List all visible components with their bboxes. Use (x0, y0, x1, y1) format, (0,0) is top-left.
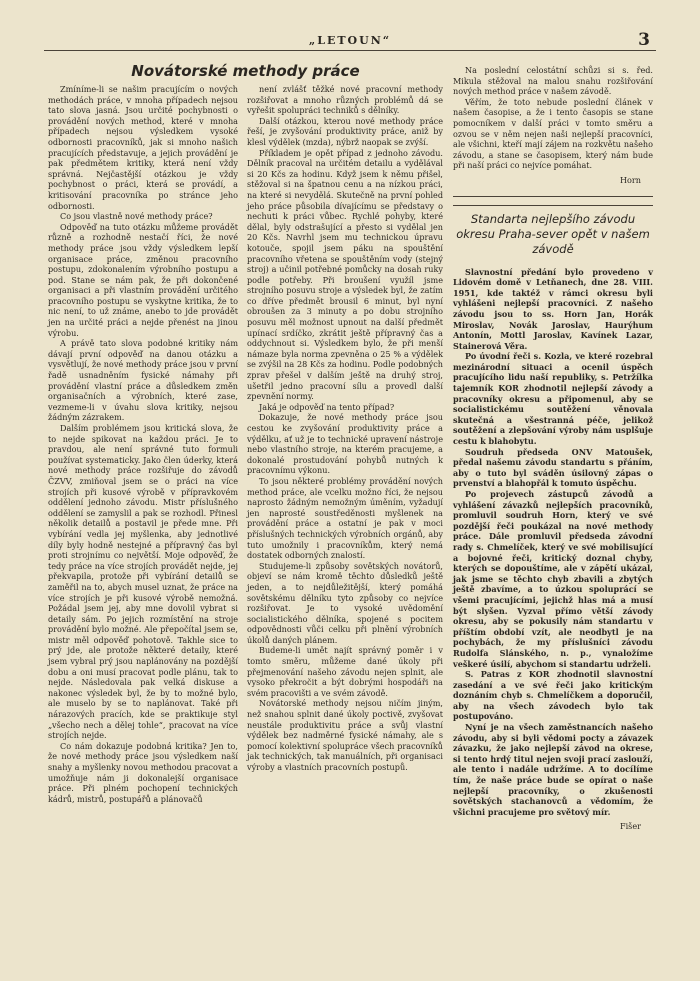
paragraph: To jsou některé problémy provádění nových method práce, ale vcelku možno říci, že nejsou naprosto žádným nemožným úměním, vyžadují jen naprosté soustředěnosti myšlenek na provádění práce a ostatní je pak v moci příslušných technických výrobních orgánů, aby tuto umožnily i pracovníkům, který nemá dostatek odborných znalostí. (247, 475, 443, 561)
paragraph: Co jsou vlastně nové methody práce? (60, 211, 213, 222)
article-title-novatorske-methody: Novátorské methody práce (131, 62, 360, 80)
paragraph: Odpověď na tuto otázku můžeme provádět různě a rozhodně nestačí říci, že nové methody práce jsou vždy výsledkem lepší organisace práce, změnou pracovního postupu, zdokonalením výrobního postupu a pod. Stane se nám pak, že při dokončené organisaci a při vlastním provádění určitého pracovního postupu se vyskytne kritika, že to nic není, to už známe, anebo to jde provádět jen na určité práci a nejde přenést na jinou výrobu. (48, 221, 238, 338)
paragraph: Studujeme-li způsoby sovětských novátorů, objeví se nám kromě těchto důsledků ještě jeden, a to nejdůležitější, který pomáhá sovětskému dělníku tyto způsoby co nejvíce rozšiřovat. Je to vysoké uvědomění socialistického dělníka, spojené s pocitem odpovědnosti vůči celku při plnění výrobních úkolů daných plánem. (247, 560, 443, 645)
header-divider (44, 50, 656, 51)
paragraph: Soudruh předseda ONV Matoušek, předal našemu závodu standartu s přáním, aby o tuto byl sváděn úsilovný zápas o prvenství a blahopřál k tomuto úspěchu. (453, 446, 653, 489)
publication-title: „LETOUN“ (308, 34, 392, 47)
article-title-standarta: Standarta nejlepšího závodu okresu Praha-sever opět v našem závodě (453, 205, 653, 257)
paragraph: Slavnostní předání bylo provedeno v Lidovém domě v Letňanech, dne 28. VIII. 1951, kde taktéž v rámci okresu byli vyhlášeni nejlepší pracovníci. Z našeho závodu jsou to ss. Horn Jan, Horák Miroslav, Novák Jaroslav, Haurýhum Antonín, Mottl Jaroslav, Kavínek Lazar, Stainerová Věra. (453, 266, 653, 351)
column-divider (453, 196, 653, 197)
paragraph: Nyní je na všech zaměstnancích našeho závodu, aby si byli vědomi pocty a závazek závazku, že jako nejlepší závod na okrese, si tento hrdý titul nejen svoji prací zaslouží, ale tento i nadále udržíme. A to docílíme tím, že naše práce bude se opírat o naše nejlepší pracovníky, o zkušenosti sovětských stachanovců a vědomím, že všichni pracujeme pro světový mír. (453, 722, 653, 817)
paragraph: Po projevech zástupců závodů a vyhlášení závazků nejlepších pracovníků, promluvil soudruh Horn, který ve své pozdější řeči poukázal na nové methody práce. Dále promluvil předseda závodní rady s. Chmelíček, který ve své mobilisující a bojovné řeči, kritický doznal chyby, kterých se dopouštíme, ale v zápětí ukázal, jak jsme se těchto chyb zbavili a zbytých ještě zbavíme, a to úzkou spoluprácí se všemi pracujícími, jejichž hlas má a musí být slyšen. Vyzval přímo větší závody okresu, aby se pokusily nám standartu v příštím období vzít, ale neodbytl je na pochybách, že my příslušníci závodu Rudolfa Slánského, n. p., vynaložíme veškeré úsilí, abychom si standartu udrželi. (453, 489, 653, 669)
paragraph: Co nám dokazuje podobná kritika? Jen to, že nové methody práce jsou výsledkem naší snahy a myšlenky novou methodou pracovat a umožňuje nám ji dokonalejší organisace práce. Při plném pochopení technických kádrů, mistrů, postupářů a plánovačů (48, 740, 238, 804)
article2-body (453, 267, 653, 818)
paragraph: není zvlášť těžké nové pracovní methody rozšiřovat a mnoho různých problémů dá se vyřešit spolupráci techniků s dělníky. (247, 84, 443, 116)
paragraph: Dalším problémem jsou kritická slova, že to nejde spikovat na každou práci. Je to pravdou, ale není správné tuto formuli používat systematicky. Jako člen úderky, která nové methody práce rozšiřuje do závodů ČZVV, zmiňoval jsem se o práci na více strojích při kusové výrobě v přípravkovém oddělení jednoho závodu. Mistr příslušného oddělení se zamyslil a pak se rozhodl. Přinesl několik detailů a postavil je přede mne. Při vybírání vedla jej myšlenka, aby jednotlivé díly byly hodně nestejné a přípravný čas byl proti strojnímu co největší. Moje odpověď, že tedy práce na více strojích provádět nejde, jej překvapila, protože při vybírání detailů se zaměřil na to, abych musel uznat, že práce na více strojích je při kusové výrobě nemožná. Požádal jsem jej, aby mne dovolil vybrat si detaily sám. Po jejich rozmístění na stroje provádění bylo možné. Ale přepočítal jsem se, mistr měl odpověď pohotově. Takhle sice to prý jde, ale protože některé detaily, které jsem vybral prý jsou naplánovány na pozdější dobu a oni musí pracovat podle plánu, tak to nejde. Následovala pak velká diskuse a nakonec výsledek byl, že by to možné bylo, ale muselo by se to naplánovat. Také při nárazových pracích, kde se praktikuje styl „všecho nech a dělej tohle“, pracovat na více strojích nejde. (48, 423, 238, 741)
paragraph: Příkladem je opět případ z jednoho závodu. Dělník pracoval na určitém detailu a vydělával si 20 Kčs za hodinu. Když jsem k němu přišel, stěžoval si na špatnou cenu a na nízkou práci, na které si nevydělá. Skutečně na první pohled jeho práce působila dívajícímu se představy o nechuti k práci vůbec. Rychlé pohyby, které dělal, byly odstrašující a přesto si vydělal jen 20 Kčs. Navrhl jsem mu technickou úpravu kotouče, spojil jsem páku na spouštění pracovního vřetena se spouštěním vody (stejný stroj) a učinil potřebné pomůcky na dosah ruky podle potřeby. Při broušení využíl jsme strojního posuvu stroje a výsledek byl, že zatím co dříve předmět brousil 6 minut, byl nyní obroušen za 3 minuty a po dobu strojního posuvu měl možnost upnout na další předmět upínací srdíčko, zkrátit ještě přípravný čas a oddychnout si. Výsledkem bylo, že při menší námaze byla norma zpevněna o 25 % a výdělek se zvýšil na 28 Kčs za hodinu. Podle podobných zprav přešel v dalším ještě na druhý stroj, ušetřil jedno pracovní sílu a provedl další zpevnění normy. (247, 147, 443, 402)
paragraph: Po úvodní řeči s. Kozla, ve které rozebral mezinárodní situaci a ocenil úspěch pracujícího lidu naší republiky, s. Petržílka tajemník KOR zhodnotil nejlepší závody a pracovníky okresu a připomenul, aby se socialistickému soutěžení věnovala skutečná a všestranná péče, jelikož soutěžení a zlepšování výroby nám usplšuje cestu k blahobytu. (453, 351, 653, 447)
paragraph: Věřím, že toto nebude poslední článek v našem časopise, a že i tento časopis se stane pomocníkem v další práci v tomto směru a ozvou se v něm nejen naši nejlepší pracovníci, ale všichni, kteří mají zájem na rozkvětu našeho závodu, a stane se časopisem, který nám bude při naší práci co nejvíce pomáhat. (453, 96, 653, 171)
author-signature: Horn (619, 174, 641, 185)
paragraph: Jaká je odpověď na tento případ? (259, 401, 395, 412)
author-signature: Fišer (619, 821, 641, 832)
page-number: 3 (638, 30, 650, 50)
paragraph: Budeme-li umět najít správný poměr i v tomto směru, můžeme dané úkoly při přejmenování našeho závodu nejen splnit, ale vysoko překročit a být dobrými hospodáři na svém pracovišti a ve svém závodě. (247, 645, 443, 698)
paragraph: Novátorské methody nejsou ničím jiným, než snahou splnit dané úkoly poctivě, zvyšovat neustále produktivitu práce a svůj vlastní výdělek bez nadměrné fysické námahy, ale s pomocí kolektivní spolupráce všech pracovníků jak technických, tak manuálních, při organisaci výroby a vlastních pracovních postupů. (247, 698, 443, 772)
article1-column-1 (48, 84, 238, 804)
paragraph: Na poslední celostátní schůzi si s. řed. Mikula stěžoval na malou snahu rozšiřování nových method práce v našem závodě. (453, 65, 653, 97)
column-3 (453, 65, 653, 832)
paragraph: Dokazuje, že nové methody práce jsou cestou ke zvyšování produktivity práce a výdělku, ať už je to technické upravení nástroje nebo vlastního stroje, na kterém pracujeme, a dokonalé prostudování pohybů nutných k pracovnímu výkonu. (247, 412, 443, 476)
paragraph: A právě tato slova podobné kritiky nám dávají první odpověď na danou otázku a vysvětlují, že nové methody práce jsou v první řadě usnadněním fysické námahy při provádění vlastní práce a důsledkem změn organisačních a výrobních, které zase, vezmeme-li v úvahu slova kritiky, nejsou žádným zázrakem. (48, 338, 238, 423)
paragraph: Další otázkou, kterou nové methody práce řeší, je zvyšování produktivity práce, aniž by klesl výdělek (mzda), nýbrž naopak se zvýší. (247, 115, 443, 147)
article1-column-2 (247, 84, 443, 773)
paragraph: Zmíníme-li se našim pracujícím o nových methodách práce, v mnoha případech nejsou tato slova jasná. Jsou určité pochybnosti o provádění nových method, které v mnoha případech nejsou výsledkem vysoké odbornosti pracovníků, jak si mnoho našich pracujících představuje, a jejich provádění je pak předmětem kritiky, která není vždy správná. Nejčastější otázkou je vždy pochybnost o práci, která se provádí, a kritisování pracovníka po stránce jeho odbornosti. (48, 84, 238, 211)
paragraph: S. Patras z KOR zhodnotil slavnostní zasedání a ve své řeči jako kritickým doznáním chyb s. Chmelíčkem a doporučil, aby na všech závodech bylo tak postupováno. (453, 669, 653, 722)
